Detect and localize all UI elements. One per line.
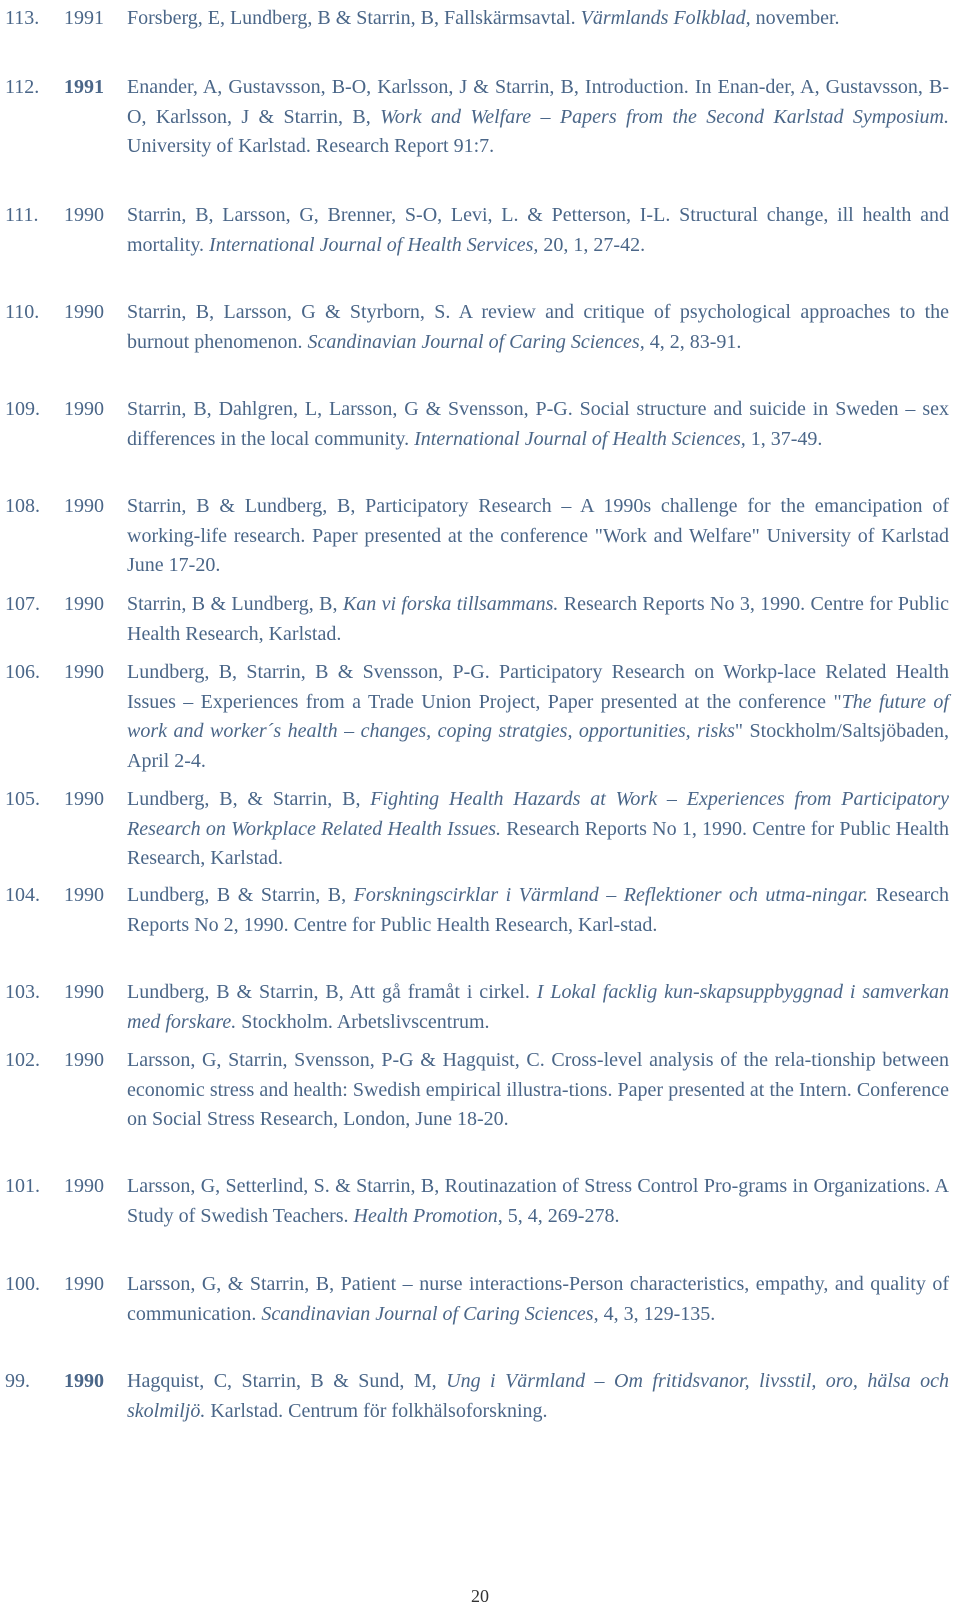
entry-year: 1990: [64, 884, 104, 906]
citation-title: Kan vi forska tillsammans.: [342, 593, 559, 615]
citation-text: Forsberg, E, Lundberg, B & Starrin, B, Fallskärmsavtal.: [127, 7, 581, 29]
citation-title: Värmlands Folkblad,: [580, 7, 751, 29]
entry-year: 1990: [64, 788, 104, 810]
entry-citation: [127, 1172, 949, 1231]
citation-text: Starrin, B, Larsson, G & Styrborn, S. A review and critique of psychological approaches to the burnout phenomenon.: [127, 301, 949, 353]
entry-number: 107.: [5, 593, 40, 615]
citation-text: 4, 2, 83-91.: [644, 330, 742, 353]
entry-year: 1990: [64, 981, 104, 1003]
citation-title: I Lokal facklig kun-skapsuppbyggnad i samverkan med forskare.: [127, 981, 949, 1033]
citation-text: Research Reports No 1, 1990. Centre for Public Health Research, Karlstad.: [127, 817, 949, 869]
citation-text: Lundberg, B, & Starrin, B,: [127, 788, 371, 810]
citation-text: Starrin, B, Larsson, G, Brenner, S-O, Levi, L. & Petterson, I-L. Structural change, ill health and mortality.: [127, 204, 949, 256]
entry-citation: [127, 978, 949, 1037]
citation-text: Hagquist, C, Starrin, B & Sund, M,: [127, 1370, 447, 1392]
entry-year: 1991: [64, 7, 104, 29]
citation-title: Work and Welfare – Papers from the Second Karlstad Symposium.: [380, 105, 949, 128]
entry-year: 1990: [64, 1273, 104, 1295]
entry-year: 1990: [64, 593, 104, 615]
entry-citation: [127, 881, 949, 940]
citation-text: Starrin, B, Dahlgren, L, Larsson, G & Svensson, P-G. Social structure and suicide in Sweden – sex differences in the local community.: [127, 398, 949, 450]
entry-number: 108.: [5, 495, 40, 517]
entry-year: 1990: [64, 204, 104, 226]
citation-text: Karlstad. Centrum för folkhälsoforskning.: [205, 1399, 548, 1422]
citation-text: , 4, 3, 129-135.: [593, 1302, 716, 1325]
citation-text: , 5, 4, 269-278.: [497, 1204, 620, 1227]
entry-citation: [127, 492, 949, 581]
citation-text: Starrin, B & Lundberg, B, Participatory Research – A 1990s challenge for the emancipation of working-life research. Paper presented at the conference "Work and Welfare" University of Karlstad June 17-20.: [127, 495, 949, 576]
citation-text: University of Karlstad. Research Report 91:7.: [127, 135, 495, 157]
citation-title: Health Promotion: [353, 1204, 498, 1227]
citation-text: Research Reports No 3, 1990. Centre for Public Health Research, Karlstad.: [127, 593, 950, 645]
entry-number: 111.: [5, 204, 39, 226]
entry-year: 1991: [64, 76, 104, 98]
entry-citation: [127, 395, 949, 454]
entry-citation: [127, 1046, 949, 1135]
entry-number: 110.: [5, 301, 40, 323]
page-number: 20: [471, 1586, 489, 1606]
entry-year: 1990: [64, 1370, 104, 1392]
entry-citation: [127, 590, 949, 649]
citation-text: november.: [750, 7, 840, 29]
entry-citation: [127, 73, 949, 162]
entry-year: 1990: [64, 301, 104, 323]
citation-text: Starrin, B & Lundberg, B,: [127, 593, 343, 615]
entry-number: 112.: [5, 76, 40, 98]
citation-text: 1, 37-49.: [745, 427, 823, 450]
entry-citation: [127, 785, 949, 874]
citation-title: Ung i Värmland – Om fritidsvanor, livsstil, oro, hälsa och skolmiljö.: [127, 1370, 950, 1422]
citation-title: The future of work and worker´s health – changes, coping stratgies, opportunities, risks: [127, 690, 949, 742]
entry-number: 106.: [5, 661, 40, 683]
entry-number: 105.: [5, 788, 40, 810]
citation-text: Lundberg, B & Starrin, B,: [127, 884, 354, 906]
citation-title: Scandinavian Journal of Caring Sciences: [261, 1302, 594, 1325]
entry-number: 113.: [5, 7, 40, 29]
entry-number: 99.: [5, 1370, 30, 1392]
entry-citation: [127, 4, 949, 34]
citation-text: Larsson, G, & Starrin, B, Patient – nurse interactions-Person characteristics, empathy, and quality of communication.: [127, 1273, 949, 1325]
citation-title: International Journal of Health Services,: [209, 233, 539, 256]
entry-citation: [127, 1270, 949, 1329]
entry-number: 102.: [5, 1049, 40, 1071]
citation-text: 20, 1, 27-42.: [538, 233, 646, 256]
entry-number: 101.: [5, 1175, 40, 1197]
citation-text: Larsson, G, Starrin, Svensson, P-G & Hagquist, C. Cross-level analysis of the rela-tionship between economic stress and health: Swedish empirical illustra-tions. Paper presented at the Intern. Conference on Social Stress Research, London, June 18-20.: [127, 1049, 949, 1130]
entry-number: 109.: [5, 398, 40, 420]
citation-text: Lundberg, B & Starrin, B, Att gå framåt i cirkel.: [127, 981, 537, 1003]
entry-year: 1990: [64, 1175, 104, 1197]
citation-title: Scandinavian Journal of Caring Sciences,: [307, 330, 645, 353]
entry-year: 1990: [64, 661, 104, 683]
citation-text: Stockholm. Arbetslivscentrum.: [236, 1010, 490, 1033]
citation-title: International Journal of Health Sciences,: [414, 427, 746, 450]
citation-text: " Stockholm/Saltsjöbaden, April 2-4.: [127, 720, 949, 772]
citation-text: Enander, A, Gustavsson, B-O, Karlsson, J & Starrin, B, Introduction. In Enan-der, A, Gustavsson, B-O, Karlsson, J & Starrin, B,: [127, 76, 949, 128]
citation-text: Research Reports No 2, 1990. Centre for Public Health Research, Karl-stad.: [127, 884, 949, 936]
entry-year: 1990: [64, 1049, 104, 1071]
entry-year: 1990: [64, 398, 104, 420]
citation-text: Lundberg, B, Starrin, B & Svensson, P-G. Participatory Research on Workp-lace Related Health Issues – Experiences from a Trade Union Project, Paper presented at the conference ": [127, 661, 949, 713]
entry-number: 100.: [5, 1273, 40, 1295]
entry-number: 103.: [5, 981, 40, 1003]
entry-number: 104.: [5, 884, 40, 906]
entry-citation: [127, 298, 949, 357]
entry-citation: [127, 201, 949, 260]
entry-year: 1990: [64, 495, 104, 517]
citation-text: Larsson, G, Setterlind, S. & Starrin, B, Routinazation of Stress Control Pro-grams in Organizations. A Study of Swedish Teachers.: [127, 1175, 949, 1227]
entry-citation: [127, 658, 949, 776]
entry-citation: [127, 1367, 949, 1426]
citation-title: Forskningscirklar i Värmland – Reflektioner och utma-ningar.: [353, 884, 869, 906]
citation-title: Fighting Health Hazards at Work – Experiences from Participatory Research on Workplace Related Health Issues.: [127, 788, 949, 840]
